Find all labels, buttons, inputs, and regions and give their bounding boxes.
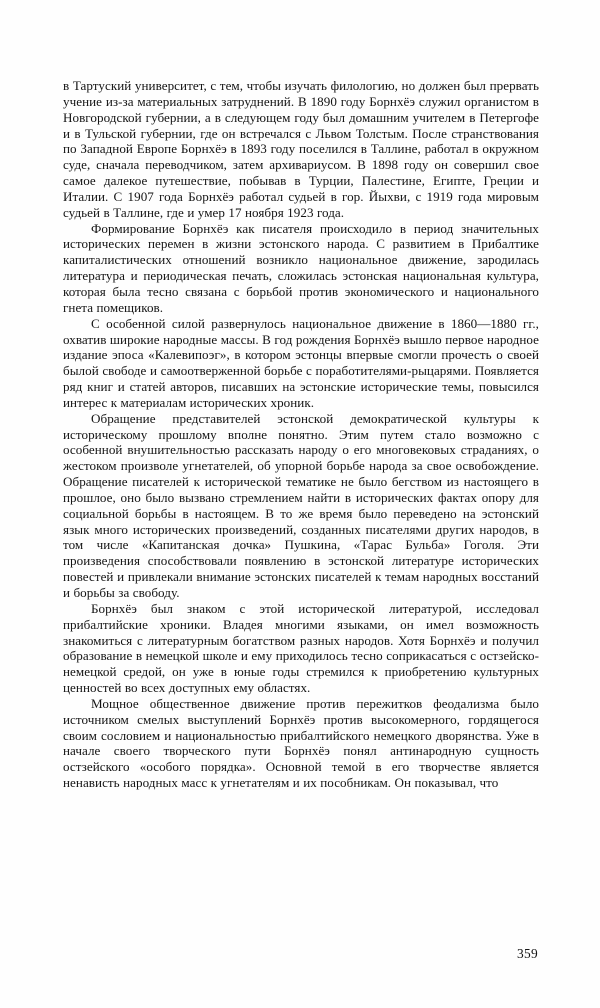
paragraph: Формирование Борнхёэ как писателя происходило в период значительных исторических перемен в жизни эстонского народа. С развитием в Прибалтике капиталистических отношений возникло национальное движение, зародилась литература и периодическая печать, сложилась эстонская национальная культура, которая была тесно связана с борьбой против экономического и национального гнета помещиков. <box>63 220 539 315</box>
page-number: 359 <box>517 946 538 961</box>
paragraph: С особенной силой развернулось национальное движение в 1860—1880 гг., охватив широкие народные массы. В год рождения Борнхёэ вышло первое народное издание эпоса «Калевипоэг», в котором эстонцы впервые смогли прочесть о своей былой свободе и самоотверженной борьбе с поработителями-рыцарями. Появляется ряд книг и статей авторов, писавших на эстонские исторические темы, повысился интерес к материалам исторических хроник. <box>63 315 539 410</box>
paragraph: Мощное общественное движение против пережитков феодализма было источником смелых выступлений Борнхёэ против высокомерного, гордящегося своим сословием и национальностью прибалтийского немецкого дворянства. Уже в начале своего творческого пути Борнхёэ понял антинародную сущность остзейского «особого порядка». Основной темой в его творчестве является ненависть народных масс к угнетателям и их пособникам. Он показывал, что <box>63 695 539 791</box>
text-column <box>63 78 539 791</box>
paragraph: в Тартуский университет, с тем, чтобы изучать филологию, но должен был прервать учение из-за материальных затруднений. В 1890 году Борнхёэ служил органистом в Новгородской губернии, а в следующем году был домашним учителем в Петергофе и в Тульской губернии, где он встречался с Львом Толстым. После странствования по Западной Европе Борнхёэ в 1893 году поселился в Таллине, работал в окружном суде, сначала переводчиком, затем архивариусом. В 1898 году он совершил свое самое далекое путешествие, побывав в Турции, Палестине, Египте, Греции и Италии. С 1907 года Борнхёэ работал судьей в гор. Йыхви, с 1919 года мировым судьей в Таллине, где и умер 17 ноября 1923 года. <box>63 78 539 220</box>
paragraph: Борнхёэ был знаком с этой исторической литературой, исследовал прибалтийские хроники. Владея многими языками, он имел возможность знакомиться с литературным богатством разных народов. Хотя Борнхёэ и получил образование в немецкой школе и ему приходилось тесно соприкасаться с остзейско-немецкой средой, он уже в юные годы стремился к приобретению культурных ценностей во всех доступных ему областях. <box>63 600 539 696</box>
paragraph: Обращение представителей эстонской демократической культуры к историческому прошлому вполне понятно. Этим путем стало возможно с особенной внушительностью рассказать народу о его многовековых страданиях, о жестоком произволе угнетателей, об упорной борьбе народа за свое освобождение. Обращение писателей к исторической тематике не было бегством из настоящего в прошлое, оно было вызвано стремлением найти в исторических фактах опору для социальной борьбы в настоящем. В то же время было переведено на эстонский язык много исторических произведений, созданных писателями других народов, в том числе «Капитанская дочка» Пушкина, «Тарас Бульба» Гоголя. Эти произведения способствовали появлению в эстонской литературе исторических повестей и привлекали внимание эстонских писателей к темам народных восстаний и борьбы за свободу. <box>63 410 539 600</box>
